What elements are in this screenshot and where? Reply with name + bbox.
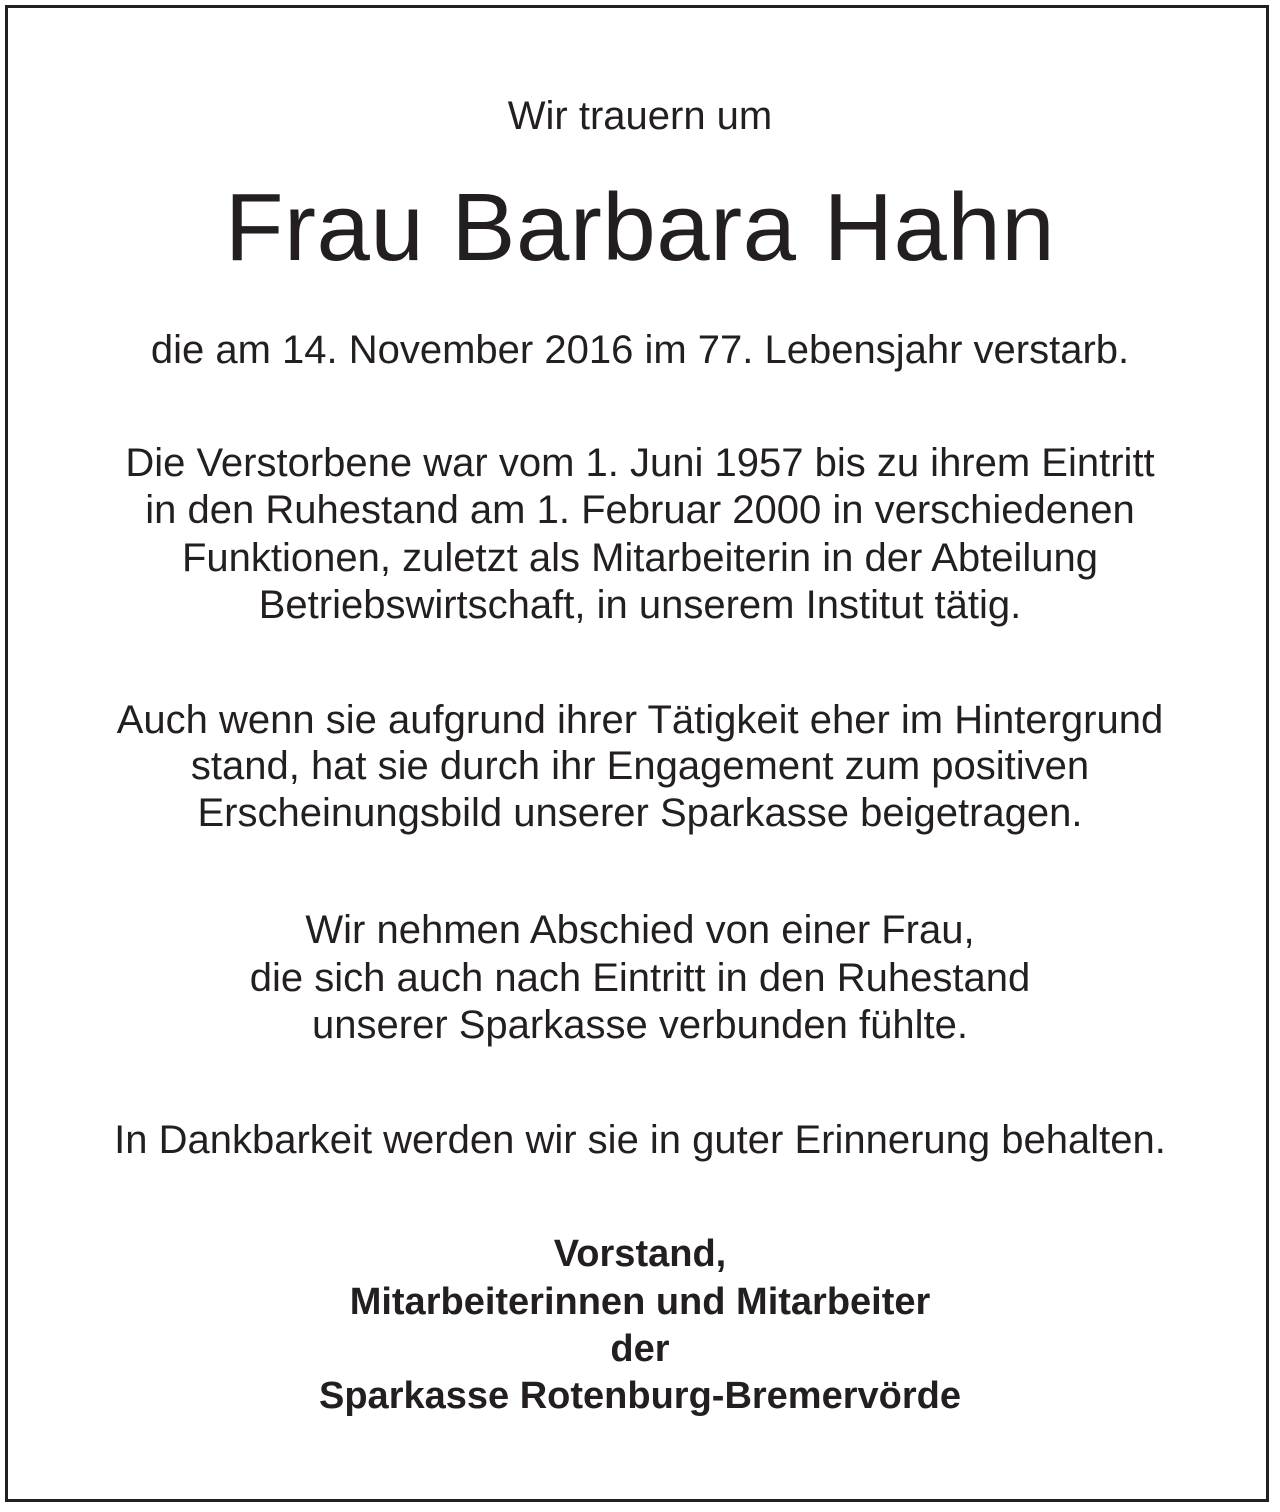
deceased-name: Frau Barbara Hahn bbox=[224, 174, 1056, 281]
signature-line-2: Mitarbeiterinnen und Mitarbeiter bbox=[349, 1281, 931, 1323]
paragraph-1-line-4: Betriebswirtschaft, in unserem Institut tätig. bbox=[258, 583, 1022, 627]
paragraph-1-line-3: Funktionen, zuletzt als Mitarbeiterin in der Abteilung bbox=[181, 536, 1099, 580]
paragraph-3-line-3: unserer Sparkasse verbunden fühlte. bbox=[312, 1003, 968, 1047]
paragraph-3-line-2: die sich auch nach Eintritt in den Ruhestand bbox=[249, 956, 1031, 1000]
signature-line-3: der bbox=[610, 1328, 670, 1370]
paragraph-3-line-1: Wir nehmen Abschied von einer Frau, bbox=[305, 908, 975, 952]
paragraph-2-line-1: Auch wenn sie aufgrund ihrer Tätigkeit eher im Hintergrund bbox=[116, 698, 1164, 742]
paragraph-1-line-2: in den Ruhestand am 1. Februar 2000 in verschiedenen bbox=[145, 488, 1135, 532]
signature-line-4: Sparkasse Rotenburg-Bremervörde bbox=[319, 1375, 961, 1417]
death-date-line: die am 14. November 2016 im 77. Lebensjahr verstarb. bbox=[150, 328, 1130, 372]
signature-line-1: Vorstand, bbox=[553, 1233, 727, 1275]
closing-line: In Dankbarkeit werden wir sie in guter Erinnerung behalten. bbox=[114, 1118, 1166, 1162]
paragraph-1-line-1: Die Verstorbene war vom 1. Juni 1957 bis zu ihrem Eintritt bbox=[125, 441, 1155, 485]
paragraph-2-line-2: stand, hat sie durch ihr Engagement zum positiven bbox=[190, 744, 1090, 788]
intro-text: Wir trauern um bbox=[507, 94, 773, 138]
paragraph-2-line-3: Erscheinungsbild unserer Sparkasse beigetragen. bbox=[197, 791, 1083, 835]
